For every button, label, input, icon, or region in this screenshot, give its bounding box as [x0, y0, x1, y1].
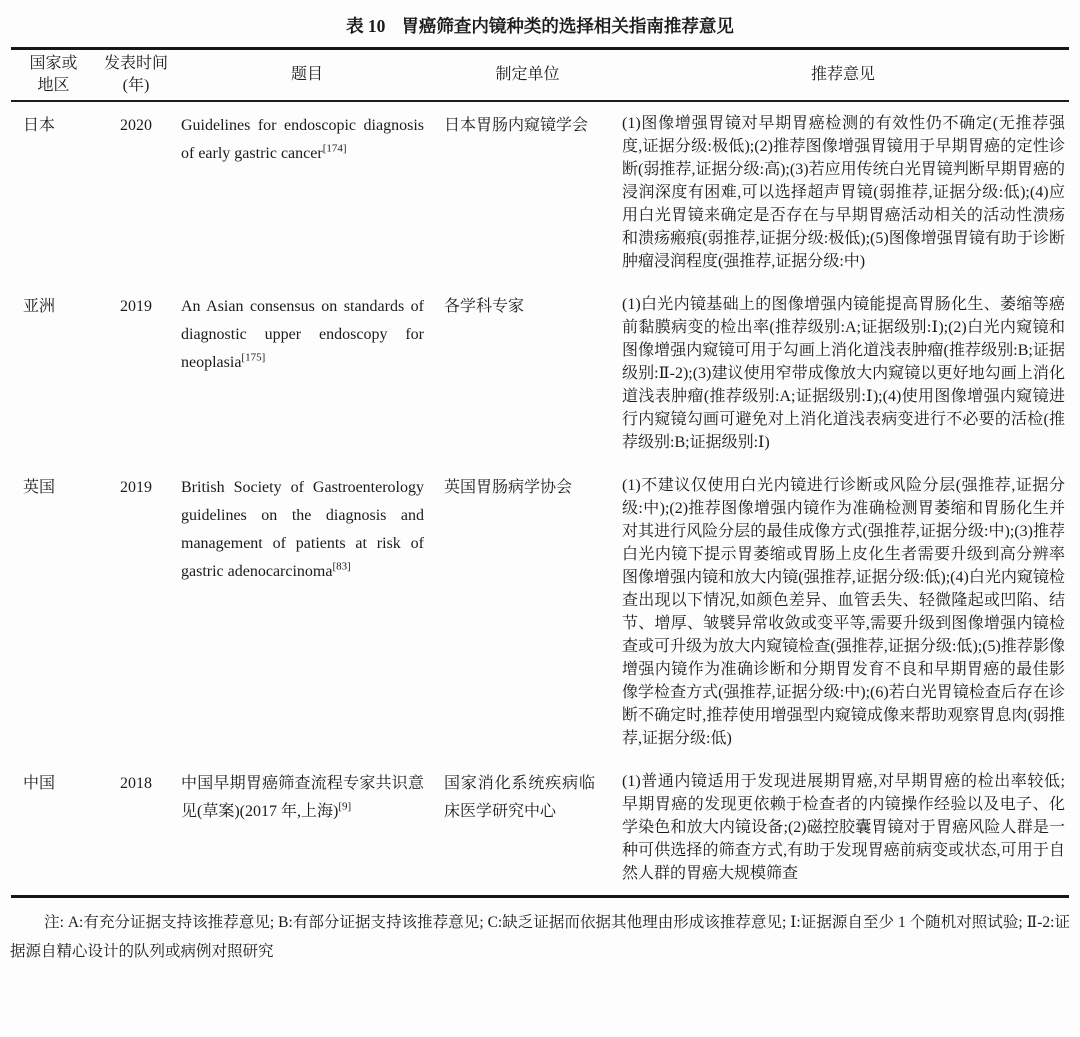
header-title: 题目: [290, 66, 323, 83]
recommendation-cell: (1)图像增强胃镜对早期胃癌检测的有效性仍不确定(无推荐强度,证据分级:极低);(2)推荐图像增强胃镜用于早期胃癌的定性诊断(弱推荐,证据分级:高);(3)若应用传统白光胃镜判断早期胃癌的浸润深度有困难,可以选择超声胃镜(弱推荐,证据分级:低);(4)应用白光胃镜来确定是否存在与早期胃癌活动相关的活动性溃疡和溃疡瘢痕(弱推荐,证据分级:极低);(5)图像增强胃镜有助于诊断肿瘤浸润程度(强推荐,证据分级:中): [622, 114, 1065, 270]
org-cell: 国家消化系统疾病临床医学研究中心: [444, 774, 595, 820]
table-footnote: 注: A:有充分证据支持该推荐意见; B:有部分证据支持该推荐意见; C:缺乏证据而依据其他理由形成该推荐意见; Ⅰ:证据源自至少 1 个随机对照试验; Ⅱ-2:证据源自精心设计的队列或病例对照研究: [10, 913, 1070, 960]
header-year: 发表时间 (年): [103, 55, 168, 94]
reference-marker: [175]: [241, 351, 266, 364]
country-cell: 英国: [23, 478, 56, 496]
table-number: 表 10: [346, 16, 386, 36]
table-bottom-rule: [11, 895, 1069, 898]
header-country: 国家或 地区: [29, 55, 78, 94]
year-cell: 2018: [120, 774, 152, 792]
year-cell: 2020: [120, 116, 152, 134]
recommendation-cell: (1)白光内镜基础上的图像增强内镜能提高胃肠化生、萎缩等癌前黏膜病变的检出率(推荐级别:A;证据级别:Ⅰ);(2)白光内窥镜和图像增强内窥镜可用于勾画上消化道浅表肿瘤(推荐级别:B;证据级别:Ⅱ-2);(3)建议使用窄带成像放大内窥镜以更好地勾画上消化道浅表肿瘤(推荐级别:A;证据级别:Ⅰ);(4)使用图像增强内窥镜进行内窥镜勾画可避免对上消化道浅表病变进行不必要的活检(推荐级别:B;证据级别:Ⅰ): [622, 295, 1065, 451]
recommendation-cell: (1)不建议仅使用白光内镜进行诊断或风险分层(强推荐,证据分级:中);(2)推荐图像增强内镜作为准确检测胃萎缩和胃肠化生并对其进行风险分层的最佳成像方式(强推荐,证据分级:中);(3)推荐白光内镜下提示胃萎缩或胃肠上皮化生者需要升级到高分辨率图像增强内镜和放大内镜(强推荐,证据分级:低);(4)白光内窥镜检查出现以下情况,如颜色差异、血管丢失、轻微隆起或凹陷、结节、增厚、皱襞异常收敛或变平等,需要升级到图像增强内镜检查或可升级为放大内窥镜检查(强推荐,证据分级:低);(5)推荐影像增强内镜作为准确诊断和分期胃发育不良和早期胃癌的最佳影像学检查方式(强推荐,证据分级:中);(6)若白光胃镜检查后存在诊断不确定时,推荐使用增强型内窥镜成像来帮助观察胃息肉(弱推荐,证据分级:低): [622, 476, 1065, 747]
header-org: 制定单位: [495, 66, 560, 83]
table-title: 胃癌筛查内镜种类的选择相关指南推荐意见: [401, 16, 734, 36]
table-row: [11, 112, 1069, 273]
title-cell: An Asian consensus on standards of diagnostic upper endoscopy for neoplasia[175]: [181, 297, 424, 371]
title-cell: 中国早期胃癌筛查流程专家共识意见(草案)(2017 年,上海)[9]: [181, 774, 424, 820]
org-cell: 各学科专家: [444, 297, 525, 315]
country-cell: 日本: [23, 116, 56, 134]
table-row: [11, 293, 1069, 454]
table-header-row: [11, 50, 1069, 100]
table: [11, 47, 1069, 898]
recommendation-cell: (1)普通内镜适用于发现进展期胃癌,对早期胃癌的检出率较低;早期胃癌的发现更依赖于检查者的内镜操作经验以及电子、化学染色和放大内镜设备;(2)磁控胶囊胃镜对于胃癌风险人群是一种可供选择的筛查方式,有助于发现胃癌前病变或状态,可用于自然人群的胃癌大规模筛查: [622, 772, 1065, 882]
reference-marker: [83]: [332, 560, 351, 573]
year-cell: 2019: [120, 478, 152, 496]
year-cell: 2019: [120, 297, 152, 315]
title-cell: Guidelines for endoscopic diagnosis of early gastric cancer[174]: [181, 116, 424, 162]
country-cell: 亚洲: [23, 297, 56, 315]
org-cell: 英国胃肠病学协会: [444, 478, 573, 496]
table-row: [11, 474, 1069, 750]
reference-marker: [9]: [338, 800, 352, 813]
header-recommendation: 推荐意见: [810, 66, 875, 83]
reference-marker: [174]: [322, 142, 347, 155]
table-caption: [0, 14, 1080, 38]
table-body: [11, 102, 1069, 895]
table-row: [11, 770, 1069, 885]
org-cell: 日本胃肠内窥镜学会: [444, 116, 589, 134]
country-cell: 中国: [23, 774, 56, 792]
title-cell: British Society of Gastroenterology guidelines on the diagnosis and management of patients at risk of gastric adenocarcinoma[83]: [181, 478, 424, 580]
